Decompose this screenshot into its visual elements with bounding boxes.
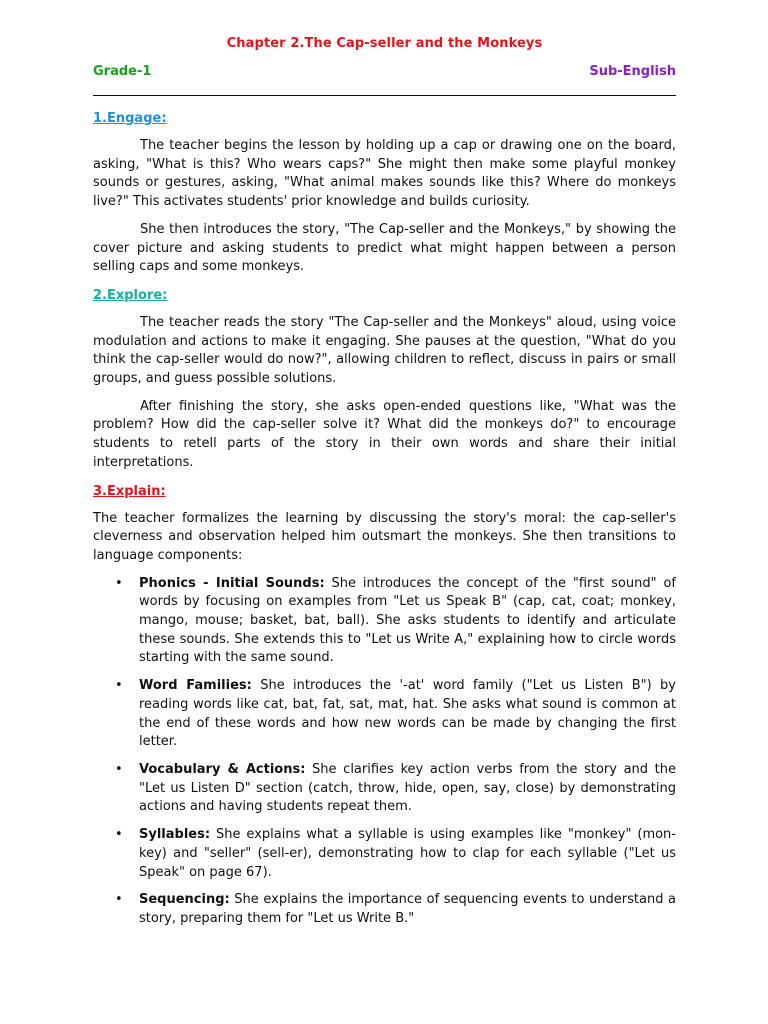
- list-item: [93, 826, 676, 882]
- explain-intro: The teacher formalizes the learning by discussing the story's moral: the cap-seller's cleverness and observation helped him outsmart the monkeys. She then transitions to language components:: [93, 510, 676, 563]
- bullet-term: Word Families:: [139, 678, 252, 694]
- bullet-text: She introduces the concept of the "first sound" of words by focusing on examples from "Let us Speak B" (cap, cat, coat; monkey, mango, mouse; basket, bat, ball). She asks students to identify and articulate these sounds. She extends this to "Let us Write A," explaining how to circle words starting with the same sound.: [139, 575, 676, 666]
- bullet-icon: •: [115, 892, 123, 908]
- list-item: [93, 575, 676, 669]
- list-item: [93, 891, 676, 928]
- bullet-text: She introduces the '-at' word family ("Let us Listen B") by reading words like cat, bat, fat, sat, mat, hat. She asks what sound is common at the end of these words and how new words can be made by changing the first letter.: [139, 678, 677, 750]
- engage-paragraph: She then introduces the story, "The Cap-seller and the Monkeys," by showing the cover picture and asking students to predict what might happen between a person selling caps and some monkeys.: [93, 221, 676, 275]
- section-heading-engage: 1.Engage:: [93, 111, 167, 126]
- chapter-title: Chapter 2.The Cap-seller and the Monkeys: [226, 36, 543, 51]
- bullet-term: Syllables:: [139, 827, 211, 843]
- bullet-icon: •: [115, 827, 123, 843]
- explore-paragraph: The teacher reads the story "The Cap-seller and the Monkeys" aloud, using voice modulation and actions to make it engaging. She pauses at the question, "What do you think the cap-seller would do now?", allowing children to reflect, discuss in pairs or small groups, and guess possible solutions.: [93, 314, 676, 387]
- bullet-text: She explains what a syllable is using examples like "monkey" (mon-key) and "seller" (sell-er), demonstrating how to clap for each syllable ("Let us Speak" on page 67).: [139, 827, 676, 880]
- header-divider: [93, 95, 676, 96]
- bullet-text: She clarifies key action verbs from the story and the "Let us Listen D" section (catch, throw, hide, open, say, close) by demonstrating actions and having students repeat them.: [139, 761, 676, 815]
- list-item: [93, 761, 676, 817]
- bullet-term: Sequencing:: [139, 892, 230, 908]
- section-heading-explore: 2.Explore:: [93, 287, 168, 303]
- grade-label: Grade-1: [93, 64, 152, 79]
- explore-paragraph: After finishing the story, she asks open-ended questions like, "What was the problem? How did the cap-seller solve it? What did the monkeys do?" to encourage students to retell parts of the story in their own words and share their initial interpretations.: [93, 398, 676, 470]
- bullet-text: She explains the importance of sequencing events to understand a story, preparing them for "Let us Write B.": [139, 892, 676, 926]
- explain-bullet-list: [93, 575, 676, 929]
- subject-label: Sub-English: [589, 64, 676, 79]
- section-heading-explain: 3.Explain:: [93, 483, 166, 499]
- bullet-term: Phonics - Initial Sounds:: [139, 575, 325, 591]
- list-item: [93, 677, 676, 752]
- bullet-term: Vocabulary & Actions:: [139, 761, 306, 777]
- bullet-icon: •: [115, 761, 123, 777]
- bullet-icon: •: [115, 678, 123, 694]
- document-body: [93, 109, 676, 938]
- engage-paragraph: The teacher begins the lesson by holding up a cap or drawing one on the board, asking, "What is this? Who wears caps?" She might then make some playful monkey sounds or gestures, asking, "What animal makes sounds like this? Where do monkeys live?" This activates students' prior knowledge and builds curiosity.: [93, 138, 676, 210]
- bullet-icon: •: [115, 575, 123, 591]
